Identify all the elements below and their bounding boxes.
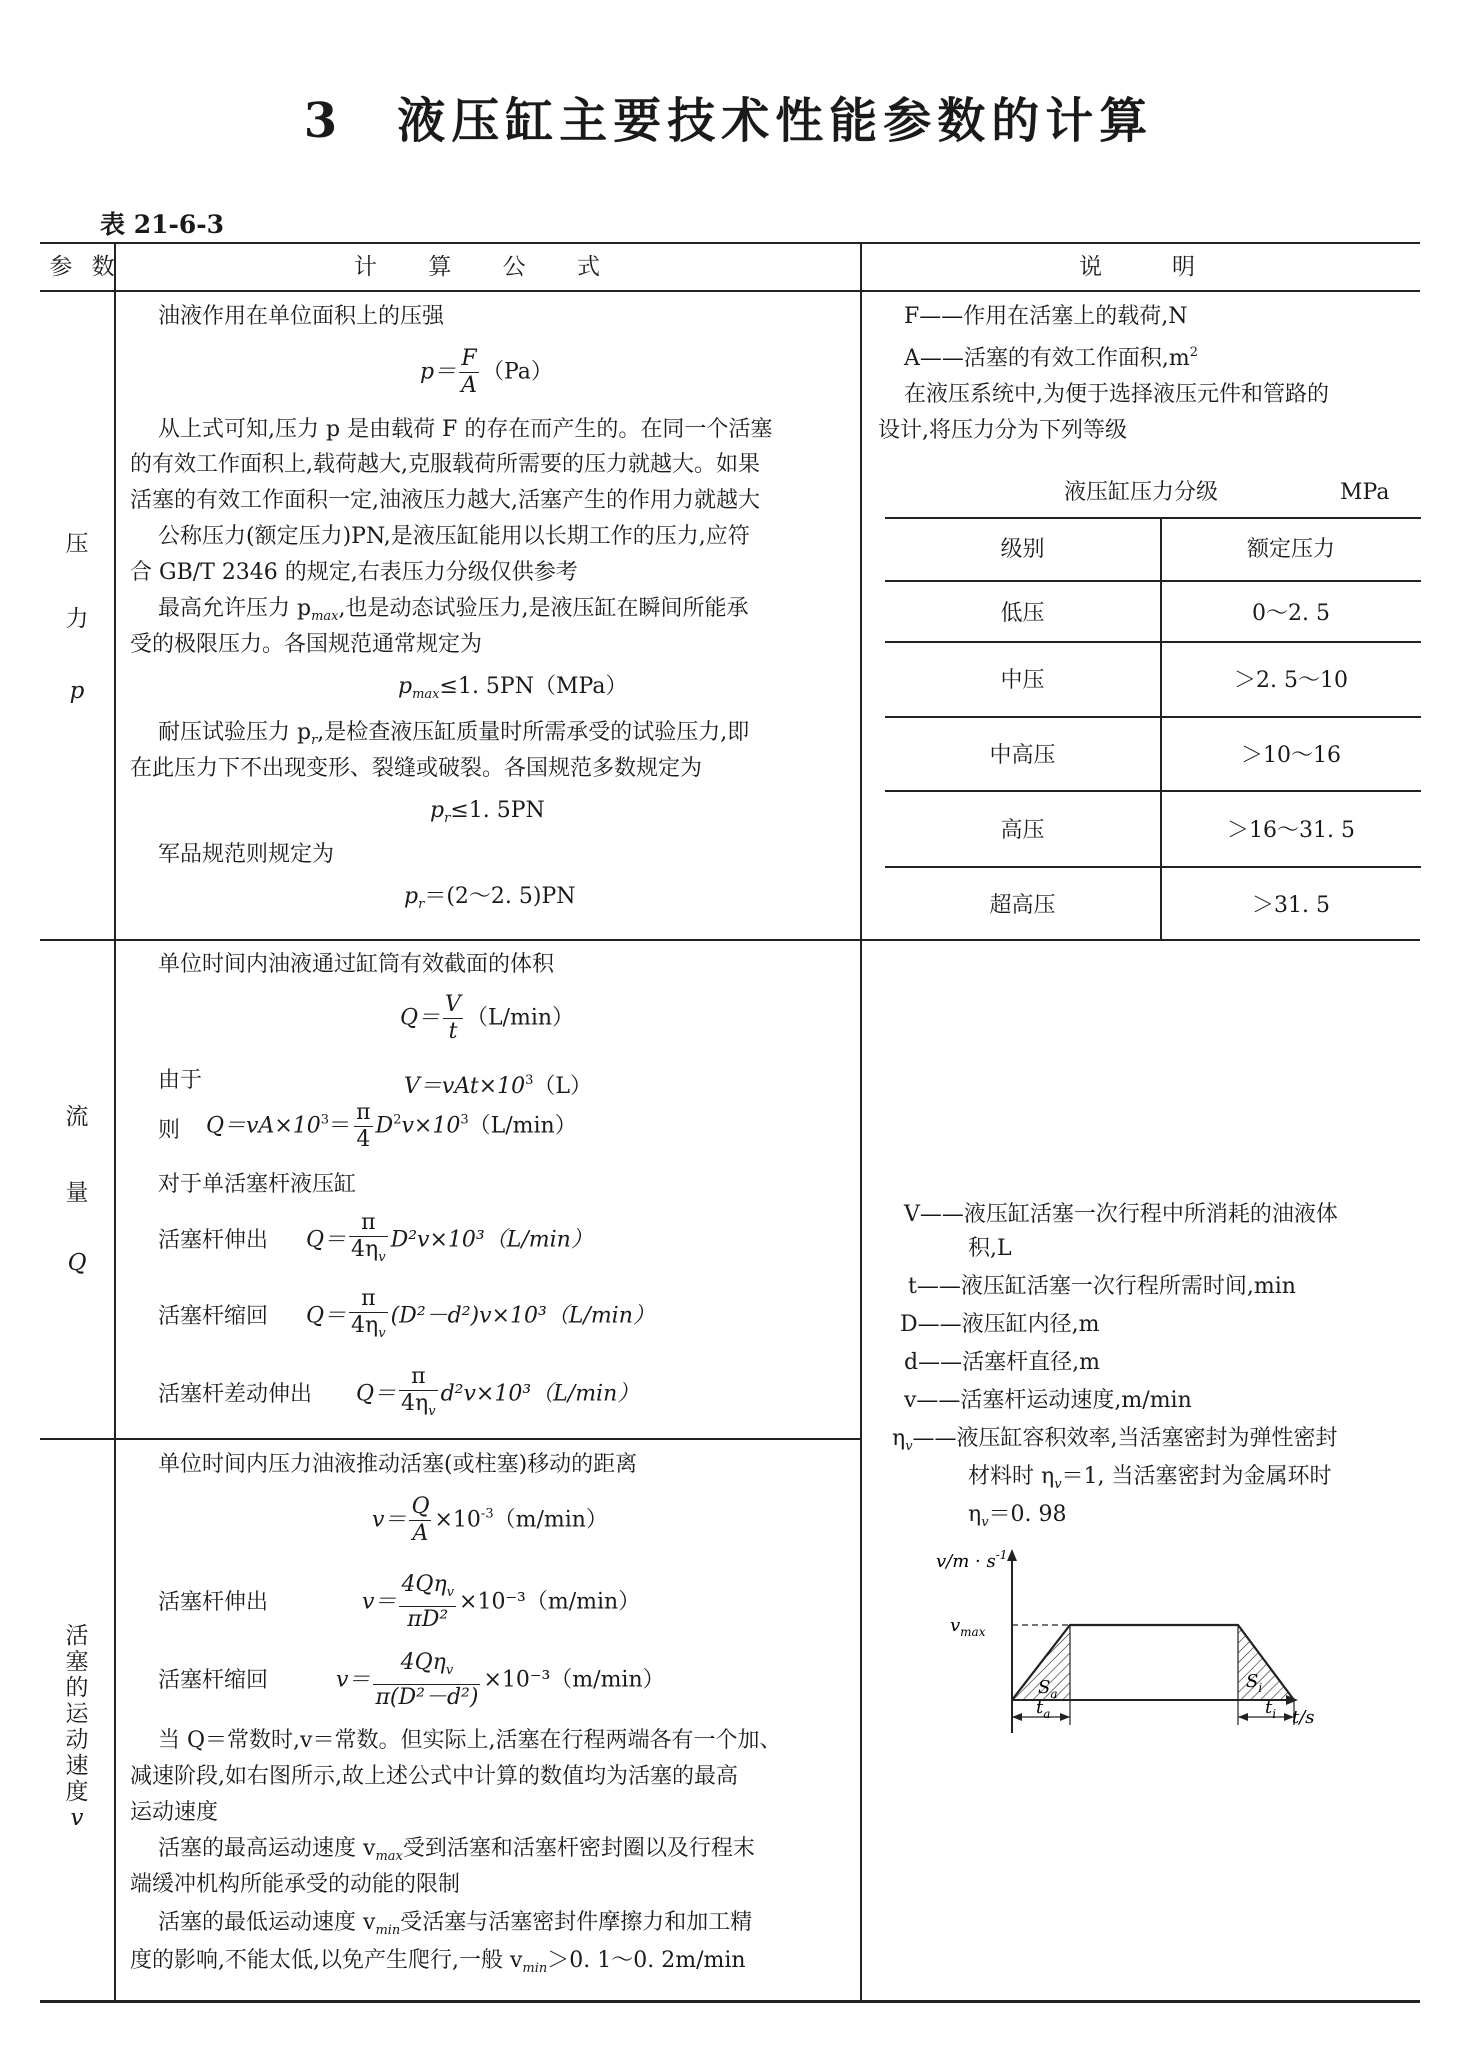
velocity-f1-unit: （m/min） [493, 1507, 608, 1533]
grade-row-1-level: 低压 [1000, 601, 1045, 626]
grade-row-divider-2 [885, 716, 1421, 718]
table-bottom-border [40, 2000, 1420, 2003]
velocity-time-diagram [920, 1545, 1320, 1745]
velocity-line-1: 单位时间内压力油液推动活塞(或柱塞)移动的距离 [158, 1452, 638, 1477]
desc2-line-1: V——液压缸活塞一次行程中所消耗的油液体 [904, 1202, 1338, 1227]
pressure-desc-2-sup: 2 [1189, 345, 1199, 360]
grade-row-5-level: 超高压 [989, 893, 1056, 918]
pressure-para2-a: 公称压力(额定压力)PN,是液压缸能用以长期工作的压力,应符 [158, 524, 750, 549]
grade-table-header-bottom [885, 580, 1421, 582]
flow-e3-rest: d²v×10³（L/min） [440, 1381, 640, 1407]
flow-retract-formula [306, 1286, 655, 1347]
flow-e1-fraction [349, 1210, 388, 1271]
velocity-param-char-6: 速 [65, 1753, 89, 1779]
diagram-ta-arrow-left [1012, 1713, 1022, 1721]
header-param: 参 数 [49, 254, 121, 280]
velocity-f1-lhs: v＝ [372, 1507, 407, 1533]
pressure-f3-p: p [430, 798, 445, 823]
flow-e2-lhs: Q＝ [306, 1303, 347, 1329]
velocity-e2-denominator: π(D²－d²) [375, 1685, 479, 1710]
flow-e2-numerator: π [349, 1286, 388, 1313]
velocity-e1-rest: ×10⁻³（m/min） [459, 1589, 641, 1615]
velocity-e2-numerator [373, 1650, 480, 1685]
desc2-l6c-text: ＝0. 98 [988, 1502, 1067, 1527]
velocity-e2-num-sub: v [445, 1663, 454, 1678]
velocity-param-char-2: 塞 [65, 1649, 89, 1675]
grade-table-unit: MPa [1340, 480, 1390, 505]
velocity-e1-lhs: v＝ [362, 1589, 397, 1615]
desc2-line-5: v——活塞杆运动速度,m/min [904, 1388, 1192, 1413]
pressure-f1-lhs: p＝ [420, 359, 457, 385]
grade-header-rated: 额定压力 [1246, 537, 1335, 562]
grade-column-divider [1160, 517, 1162, 939]
velocity-e1-numerator [399, 1572, 456, 1607]
pressure-para1-a: 从上式可知,压力 p 是由载荷 F 的存在而产生的。在同一个活塞 [158, 417, 773, 442]
velocity-para3-b [130, 1944, 746, 1986]
pressure-para3-post: ,也是动态试验压力,是液压缸在瞬间所能承 [338, 596, 749, 621]
pressure-desc-3a: 在液压系统中,为便于选择液压元件和管路的 [904, 382, 1329, 407]
diagram-ta-arrow-right [1060, 1713, 1070, 1721]
velocity-para2-sub: max [375, 1849, 403, 1864]
grade-table-top [885, 517, 1421, 519]
flow-line-2-formula [404, 1064, 592, 1104]
velocity-f1-rest: ×10 [434, 1507, 481, 1533]
flow-extend-label: 活塞杆伸出 [158, 1228, 269, 1253]
diagram-sa-label: $S_a$ [1038, 1677, 1058, 1701]
flow-l2-sup: 3 [525, 1073, 534, 1088]
pressure-para4-pre: 耐压试验压力 p [158, 720, 312, 745]
velocity-para3-post: 受活塞与活塞密封件摩擦力和加工精 [400, 1910, 753, 1935]
pressure-f4-sub: r [418, 897, 425, 912]
desc2-l6-eta: η [892, 1426, 906, 1451]
pressure-para1-b: 的有效工作面积上,载荷越大,克服载荷所需要的压力就越大。如果 [130, 452, 760, 477]
grade-row-3-level: 中高压 [989, 743, 1056, 768]
pressure-param-char-2: 力 [65, 606, 89, 632]
pressure-f1-unit: （Pa） [481, 359, 553, 385]
flow-e3-den-text: 4η [401, 1391, 429, 1416]
velocity-f1-denominator: A [412, 1521, 429, 1546]
flow-l3-denominator: 4 [356, 1127, 371, 1152]
pressure-f2-rest: ≤1. 5PN（MPa） [439, 674, 628, 699]
flow-e2-den-text: 4η [351, 1313, 379, 1338]
header-description: 说 明 [1079, 254, 1203, 280]
pressure-f2-sub: max [412, 687, 440, 702]
diagram-y-axis-arrow [1007, 1549, 1017, 1561]
flow-param-char-1: 流 [65, 1104, 89, 1130]
velocity-para1-c: 运动速度 [130, 1800, 219, 1825]
flow-e1-den-sub: v [378, 1250, 386, 1265]
pressure-para3-pre: 最高允许压力 p [158, 596, 312, 621]
velocity-para3b-sub: min [522, 1961, 548, 1976]
diagram-vmax-label: $v_{max}$ [950, 1615, 986, 1639]
velocity-param-char-1: 活 [65, 1623, 89, 1649]
pressure-f4-p: p [404, 884, 419, 909]
velocity-para2-post: 受到活塞和活塞杆密封圈以及行程末 [402, 1836, 755, 1861]
velocity-e1-num-text: 4Qη [401, 1572, 447, 1597]
desc2-l6b-text: ＝1, 当活塞密封为金属环时 [1061, 1464, 1332, 1489]
pressure-para4-post: ,是检查液压缸质量时所需承受的试验压力,即 [317, 720, 750, 745]
flow-line-4: 对于单活塞杆液压缸 [158, 1172, 357, 1197]
pressure-para5: 军品规范则规定为 [158, 842, 335, 867]
desc2-l6b-pre: 材料时 η [968, 1464, 1055, 1489]
flow-l3-rest: v×10 [401, 1113, 461, 1139]
flow-retract-label: 活塞杆缩回 [158, 1304, 269, 1329]
velocity-e2-num-text: 4Qη [400, 1650, 446, 1675]
velocity-para3b-pre: 度的影响,不能太低,以免产生爬行,一般 v [130, 1948, 523, 1973]
grade-row-4-value: ＞16～31. 5 [1227, 818, 1355, 843]
pressure-f4-rest: ＝(2～2. 5)PN [424, 884, 576, 909]
velocity-e1-fraction [399, 1572, 456, 1633]
desc2-l6c-sub: v [981, 1515, 989, 1530]
pressure-f1-fraction [459, 346, 479, 399]
flow-row-bottom [40, 1438, 860, 1440]
velocity-para3-a [158, 1906, 752, 1948]
flow-e3-fraction [399, 1364, 438, 1425]
grade-row-divider-4 [885, 866, 1421, 868]
flow-l3-sup2: 2 [393, 1112, 402, 1128]
pressure-formula-2 [398, 670, 627, 712]
velocity-para1-a: 当 Q＝常数时,v＝常数。但实际上,活塞在行程两端各有一个加、 [158, 1728, 782, 1753]
flow-f1-lhs: Q＝ [400, 1005, 441, 1031]
flow-e3-den-sub: v [428, 1404, 436, 1419]
flow-line-2-label: 由于 [158, 1068, 203, 1093]
flow-l2-unit: （L） [533, 1074, 592, 1099]
flow-line-3-formula [206, 1100, 577, 1153]
flow-formula-1 [400, 992, 574, 1045]
flow-e3-numerator: π [399, 1364, 438, 1391]
pressure-param-char-1: 压 [65, 531, 89, 557]
flow-l3-numerator: π [356, 1100, 371, 1125]
grade-row-2-level: 中压 [1000, 668, 1045, 693]
flow-f1-fraction [443, 992, 463, 1045]
flow-param-char-3: Q [67, 1250, 87, 1276]
pressure-para4-sub: r [311, 733, 318, 748]
flow-e3-denominator [399, 1391, 438, 1425]
velocity-param-char-3: 的 [65, 1675, 89, 1701]
velocity-retract-label: 活塞杆缩回 [158, 1668, 269, 1693]
flow-f1-numerator: V [445, 992, 461, 1017]
flow-f1-denominator: t [448, 1019, 458, 1044]
velocity-para3-pre: 活塞的最低运动速度 v [158, 1910, 376, 1935]
flow-l3-fraction [354, 1100, 372, 1153]
pressure-para3-b: 受的极限压力。各国规范通常规定为 [130, 632, 483, 657]
pressure-desc-2 [904, 336, 1198, 376]
velocity-e2-lhs: v＝ [336, 1667, 371, 1693]
pressure-f3-sub: r [444, 811, 451, 826]
grade-row-1-value: 0～2. 5 [1252, 601, 1330, 626]
pressure-line-1: 油液作用在单位面积上的压强 [158, 304, 445, 329]
grade-row-4-level: 高压 [1000, 818, 1045, 843]
flow-f1-unit: （L/min） [465, 1005, 575, 1031]
pressure-formula-3 [430, 794, 545, 836]
flow-e3-lhs: Q＝ [356, 1381, 397, 1407]
flow-e1-numerator: π [349, 1210, 388, 1237]
flow-l3-d: D [375, 1113, 394, 1139]
velocity-e1-denominator: πD² [407, 1607, 449, 1632]
velocity-param-char-4: 运 [65, 1701, 89, 1727]
param-column-divider [114, 242, 116, 2002]
header-bottom-border [40, 290, 1420, 292]
pressure-desc-1: F——作用在活塞上的载荷,N [904, 304, 1188, 329]
desc2-l6-text: ——液压缸容积效率,当活塞密封为弹性密封 [912, 1426, 1338, 1451]
grade-table-title: 液压缸压力分级 [1064, 480, 1219, 505]
flow-extend-formula [306, 1210, 593, 1271]
table-label: 表 21-6-3 [100, 210, 225, 239]
flow-differential-label: 活塞杆差动伸出 [158, 1382, 313, 1407]
desc2-l6c-eta: η [968, 1502, 982, 1527]
velocity-formula-1 [372, 1494, 608, 1547]
flow-e2-den-sub: v [378, 1326, 386, 1341]
formula-column-divider [860, 242, 862, 2002]
flow-l3-eq: ＝ [329, 1113, 352, 1139]
pressure-f2-p: p [398, 674, 413, 699]
velocity-extend-label: 活塞杆伸出 [158, 1590, 269, 1615]
flow-e1-den-text: 4η [351, 1237, 379, 1262]
flow-e2-rest: (D²－d²)v×10³（L/min） [390, 1303, 655, 1329]
flow-l2-f: V＝vAt×10 [404, 1074, 526, 1099]
pressure-desc-2-text: A——活塞的有效工作面积,m [904, 346, 1190, 371]
velocity-e2-rest: ×10⁻³（m/min） [483, 1667, 665, 1693]
pressure-formula-1 [420, 346, 553, 399]
pressure-row-bottom [40, 939, 1420, 941]
desc2-line-4: d——活塞杆直径,m [904, 1350, 1100, 1375]
velocity-param-char-5: 动 [65, 1727, 89, 1753]
velocity-param-char-7: 度 [65, 1779, 89, 1805]
flow-e1-rest: D²v×10³（L/min） [390, 1227, 593, 1253]
table-top-border [40, 242, 1420, 244]
pressure-desc-3b: 设计,将压力分为下列等级 [878, 418, 1127, 443]
flow-l3-sup: 3 [320, 1112, 330, 1128]
desc2-line-6c [968, 1498, 1067, 1540]
desc2-l6b-sub: v [1054, 1477, 1062, 1492]
grade-row-divider-1 [885, 641, 1421, 643]
velocity-extend-formula [362, 1572, 640, 1633]
diagram-y-label: $v/m \cdot s^{-1}$ [936, 1548, 1008, 1572]
diagram-x-label: t/s [1292, 1707, 1315, 1728]
velocity-para2-pre: 活塞的最高运动速度 v [158, 1836, 376, 1861]
grade-row-5-value: ＞31. 5 [1252, 893, 1330, 918]
flow-line-3-label: 则 [158, 1118, 181, 1143]
velocity-para1-b: 减速阶段,如右图所示,故上述公式中计算的数值均为活塞的最高 [130, 1764, 738, 1789]
velocity-f1-numerator: Q [411, 1494, 430, 1519]
flow-e1-lhs: Q＝ [306, 1227, 347, 1253]
flow-e1-denominator [349, 1237, 388, 1271]
pressure-formula-4 [404, 880, 576, 922]
velocity-e2-fraction [373, 1650, 480, 1711]
pressure-f1-numerator: F [459, 346, 479, 373]
diagram-si-label: $S_i$ [1246, 1671, 1263, 1695]
pressure-param-char-3: p [69, 678, 85, 704]
desc2-line-2: t——液压缸活塞一次行程所需时间,min [908, 1274, 1296, 1299]
page-title: 3 液压缸主要技术性能参数的计算 [303, 93, 1154, 149]
flow-l3-f: Q＝vA×10 [206, 1113, 321, 1139]
pressure-para4-b: 在此压力下不出现变形、裂缝或破裂。各国规范多数规定为 [130, 756, 703, 781]
velocity-para2-b: 端缓冲机构所能承受的动能的限制 [130, 1872, 461, 1897]
diagram-ti-arrow-left [1238, 1713, 1248, 1721]
flow-param-char-2: 量 [65, 1180, 89, 1206]
velocity-f1-sup: -3 [480, 1506, 494, 1522]
flow-l3-unit: （L/min） [468, 1113, 577, 1139]
flow-e2-fraction [349, 1286, 388, 1347]
desc2-line-6 [892, 1422, 1338, 1464]
desc2-line-1b: 积,L [968, 1236, 1012, 1261]
velocity-para3-sub: min [375, 1923, 401, 1938]
desc2-line-6b [968, 1460, 1332, 1502]
pressure-para3-sub: max [311, 609, 339, 624]
flow-differential-formula [356, 1364, 639, 1425]
desc2-l6-sub: v [905, 1439, 913, 1454]
pressure-f3-rest: ≤1. 5PN [450, 798, 545, 823]
diagram-ti-label: $t_i$ [1265, 1697, 1277, 1721]
grade-row-divider-3 [885, 790, 1421, 792]
velocity-retract-formula [336, 1650, 665, 1711]
pressure-para1-c: 活塞的有效工作面积一定,油液压力越大,活塞产生的作用力就越大 [130, 488, 760, 513]
velocity-para3b-post: ＞0. 1～0. 2m/min [547, 1948, 746, 1973]
velocity-e1-num-sub: v [446, 1585, 455, 1600]
velocity-f1-fraction [409, 1494, 431, 1547]
velocity-param-char-8: v [70, 1805, 84, 1831]
flow-l3-sup3: 3 [460, 1112, 469, 1128]
desc2-line-3: D——液压缸内径,m [900, 1312, 1100, 1337]
pressure-para2-b: 合 GB/T 2346 的规定,右表压力分级仅供参考 [130, 560, 578, 585]
header-formula: 计 算 公 式 [354, 254, 622, 280]
pressure-f1-denominator: A [461, 373, 477, 398]
grade-row-3-value: ＞10～16 [1241, 743, 1341, 768]
grade-row-2-value: ＞2. 5～10 [1234, 668, 1348, 693]
flow-line-1: 单位时间内油液通过缸筒有效截面的体积 [158, 952, 555, 977]
flow-e2-denominator [349, 1313, 388, 1347]
diagram-ta-label: $t_a$ [1036, 1697, 1051, 1721]
grade-header-level: 级别 [1000, 537, 1045, 562]
